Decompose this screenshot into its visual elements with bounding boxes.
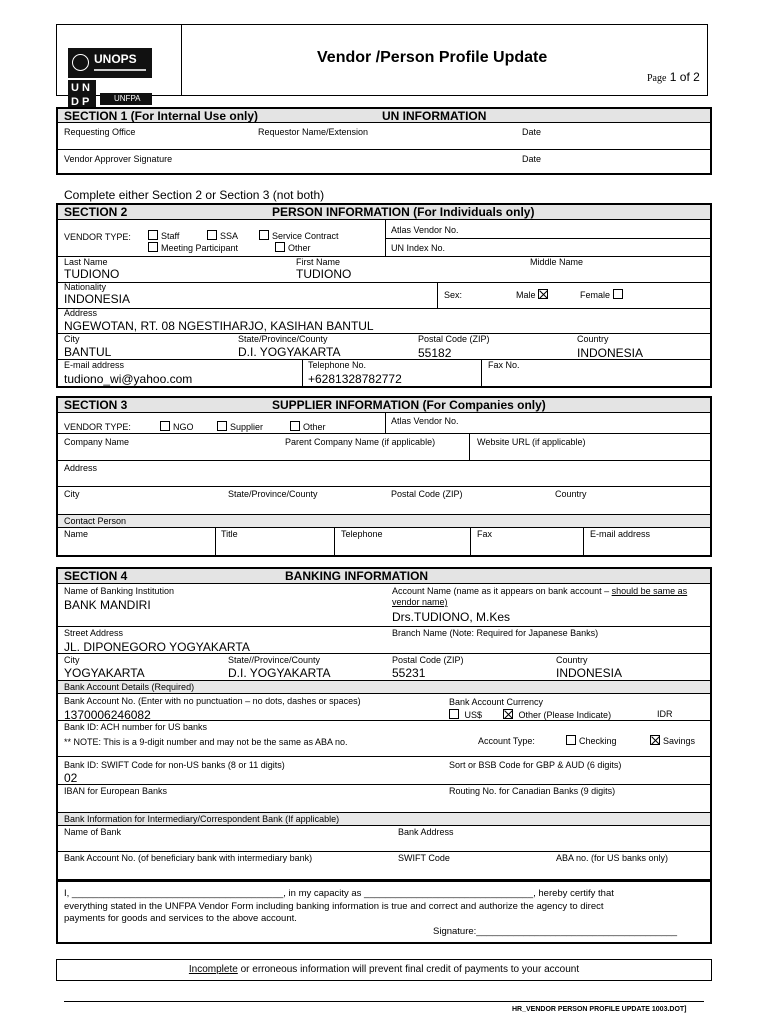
postal-code-label: Postal Code (ZIP) [392,655,464,665]
account-type-label: Account Type: [478,736,535,746]
un-emblem-icon [72,54,89,71]
logo-main-text: UNOPS [94,52,137,66]
city-label: City [64,334,80,344]
website-label: Website URL (if applicable) [477,437,586,447]
meeting-participant-checkbox[interactable]: Meeting Participant [148,242,238,254]
branch-name-label: Branch Name (Note: Required for Japanese Banks) [392,628,599,638]
telephone-label: Telephone No. [308,360,367,370]
male-checkbox[interactable]: Male [516,289,551,301]
vendor-type-label: VENDOR TYPE: [64,422,131,432]
telephone-value[interactable]: +6281328782772 [308,372,402,386]
certify-line-1: I, ________________________________________, in my capacity as ________________________________, hereby certify that [64,888,614,899]
account-no-label: Bank Account No. (Enter with no punctuation – no dots, dashes or spaces) [64,696,361,706]
section4-subtitle: BANKING INFORMATION [285,569,429,583]
page-number: Page 1 of 2 [647,70,700,84]
section1-subtitle: UN INFORMATION [382,109,487,123]
currency-other-checkbox[interactable]: Other (Please Indicate) [503,709,611,721]
fax-label: Fax No. [488,360,520,370]
intermediary-swift-label: SWIFT Code [398,853,450,863]
address-label: Address [64,308,98,318]
ngo-checkbox[interactable]: NGO [160,421,194,433]
checkbox-icon[interactable] [148,242,158,252]
checkbox-icon[interactable] [217,421,227,431]
sort-code-label: Sort or BSB Code for GBP & AUD (6 digits) [449,760,622,770]
company-name-label: Company Name [64,437,130,447]
contact-person-bar [58,515,710,527]
vendor-approver-label: Vendor Approver Signature [64,154,173,164]
city-label: City [64,655,80,665]
last-name-value[interactable]: TUDIONO [64,267,120,281]
un-index-label: UN Index No. [391,243,446,253]
checkbox-icon[interactable] [449,709,459,719]
country-value[interactable]: INDONESIA [577,346,644,360]
signature-line[interactable]: Signature:______________________________________ [433,926,678,937]
savings-checkbox[interactable]: Savings [650,735,695,747]
address-label: Address [64,463,98,473]
complete-note: Complete either Section 2 or Section 3 (not both) [64,188,325,202]
city-value[interactable]: BANTUL [64,345,112,359]
country-label: Country [556,655,588,665]
section4-title: SECTION 4 [64,569,128,583]
checkbox-checked-icon[interactable] [650,735,660,745]
middle-name-label: Middle Name [530,257,584,267]
country-value[interactable]: INDONESIA [556,666,623,680]
last-name-label: Last Name [64,257,108,267]
checkbox-checked-icon[interactable] [538,289,548,299]
account-name-label: Account Name (name as it appears on bank account – should be same as vendor name) [392,586,688,607]
email-label: E-mail address [64,360,125,370]
city-value[interactable]: YOGYAKARTA [64,666,145,680]
nationality-value[interactable]: INDONESIA [64,292,131,306]
checkbox-icon[interactable] [613,289,623,299]
state-label: State/Province/County [228,489,318,499]
checkbox-icon[interactable] [148,230,158,240]
checkbox-checked-icon[interactable] [503,709,513,719]
state-value[interactable]: D.I. YOGYAKARTA [228,666,331,680]
unfpa-logo: UNFPA [100,93,152,105]
checkbox-icon[interactable] [566,735,576,745]
state-label: State/Province/County [238,334,328,344]
account-name-value[interactable]: Drs.TUDIONO, M.Kes [392,610,511,624]
document-id: HR_VENDOR PERSON PROFILE UPDATE 1003.DOT] [512,1006,687,1013]
country-label: Country [577,334,609,344]
city-label: City [64,489,80,499]
section1-title: SECTION 1 (For Internal Use only) [64,109,259,123]
section2-subtitle: PERSON INFORMATION (For Individuals only) [272,205,535,219]
swift-value[interactable]: 02 [64,771,78,785]
date-label: Date [522,127,542,137]
address-value[interactable]: NGEWOTAN, RT. 08 NGESTIHARJO, KASIHAN BANTUL [64,319,374,333]
header-divider [181,24,182,96]
ach-note: ** NOTE: This is a 9-digit number and may not be the same as ABA no. [64,737,348,747]
certify-line-3: payments for goods and services to the above account. [64,913,297,924]
first-name-value[interactable]: TUDIONO [296,267,352,281]
nationality-label: Nationality [64,282,107,292]
checkbox-icon[interactable] [207,230,217,240]
other-checkbox[interactable]: Other [290,421,326,433]
form-title: Vendor /Person Profile Update [317,49,548,66]
female-checkbox[interactable]: Female [580,289,626,301]
checking-checkbox[interactable]: Checking [566,735,617,747]
email-label: E-mail address [590,529,651,539]
bank-name-value[interactable]: BANK MANDIRI [64,598,151,612]
footer-rule [64,1001,704,1002]
checkbox-icon[interactable] [275,242,285,252]
intermediary-label: Bank Information for Intermediary/Correspondent Bank (If applicable) [64,814,340,824]
service-contract-checkbox[interactable]: Service Contract [259,230,339,242]
telephone-label: Telephone [341,529,383,539]
vendor-type-label: VENDOR TYPE: [64,232,131,242]
ssa-checkbox[interactable]: SSA [207,230,238,242]
intermediary-bank-address-label: Bank Address [398,827,454,837]
date-label: Date [522,154,542,164]
street-address-label: Street Address [64,628,124,638]
requestor-name-label: Requestor Name/Extension [258,127,369,137]
footer-note: Incomplete or erroneous information will prevent final credit of payments to your account [188,964,580,975]
email-value[interactable]: tudiono_wi@yahoo.com [64,372,193,386]
unops-logo [68,48,152,78]
requesting-office-label: Requesting Office [64,127,136,137]
swift-label: Bank ID: SWIFT Code for non-US banks (8 or 11 digits) [64,760,285,770]
sex-label: Sex: [444,290,463,300]
section2-title: SECTION 2 [64,205,128,219]
state-value[interactable]: D.I. YOGYAKARTA [238,345,341,359]
bank-name-label: Name of Banking Institution [64,586,175,596]
currency-us-checkbox[interactable]: US$ [449,709,482,721]
intermediary-bank-name-label: Name of Bank [64,827,122,837]
atlas-vendor-label: Atlas Vendor No. [391,225,459,235]
intermediary-aba-label: ABA no. (for US banks only) [556,853,669,863]
checkbox-icon[interactable] [160,421,170,431]
certify-line-2: everything stated in the UNFPA Vendor Form including banking information is true and correct and authorize the agency to direct [64,901,604,912]
parent-company-label: Parent Company Name (if applicable) [285,437,436,447]
staff-checkbox[interactable]: Staff [148,230,179,242]
title-label: Title [221,529,238,539]
currency-value[interactable]: IDR [657,709,673,719]
checkbox-icon[interactable] [259,230,269,240]
postal-code-label: Postal Code (ZIP) [418,334,490,344]
fax-label: Fax [477,529,493,539]
routing-label: Routing No. for Canadian Banks (9 digits) [449,786,616,796]
street-address-value[interactable]: JL. DIPONEGORO YOGYAKARTA [64,640,250,654]
postal-code-label: Postal Code (ZIP) [391,489,463,499]
logo-sub-line [94,69,146,71]
undp-logo: UN DP [68,80,96,110]
country-label: Country [555,489,587,499]
iban-label: IBAN for European Banks [64,786,168,796]
section3-subtitle: SUPPLIER INFORMATION (For Companies only) [272,398,546,412]
postal-code-value[interactable]: 55231 [392,666,426,680]
account-details-label: Bank Account Details (Required) [64,682,195,692]
postal-code-value[interactable]: 55182 [418,346,452,360]
atlas-vendor-label: Atlas Vendor No. [391,416,459,426]
ach-label: Bank ID: ACH number for US banks [64,722,208,732]
supplier-checkbox[interactable]: Supplier [217,421,263,433]
first-name-label: First Name [296,257,341,267]
intermediary-account-no-label: Bank Account No. (of beneficiary bank with intermediary bank) [64,853,313,863]
contact-person-label: Contact Person [64,516,127,526]
account-no-value[interactable]: 1370006246082 [64,708,151,722]
checkbox-icon[interactable] [290,421,300,431]
section3-title: SECTION 3 [64,398,128,412]
currency-label: Bank Account Currency [449,697,544,707]
other-checkbox[interactable]: Other [275,242,311,254]
state-label: State//Province/County [228,655,321,665]
name-label: Name [64,529,89,539]
